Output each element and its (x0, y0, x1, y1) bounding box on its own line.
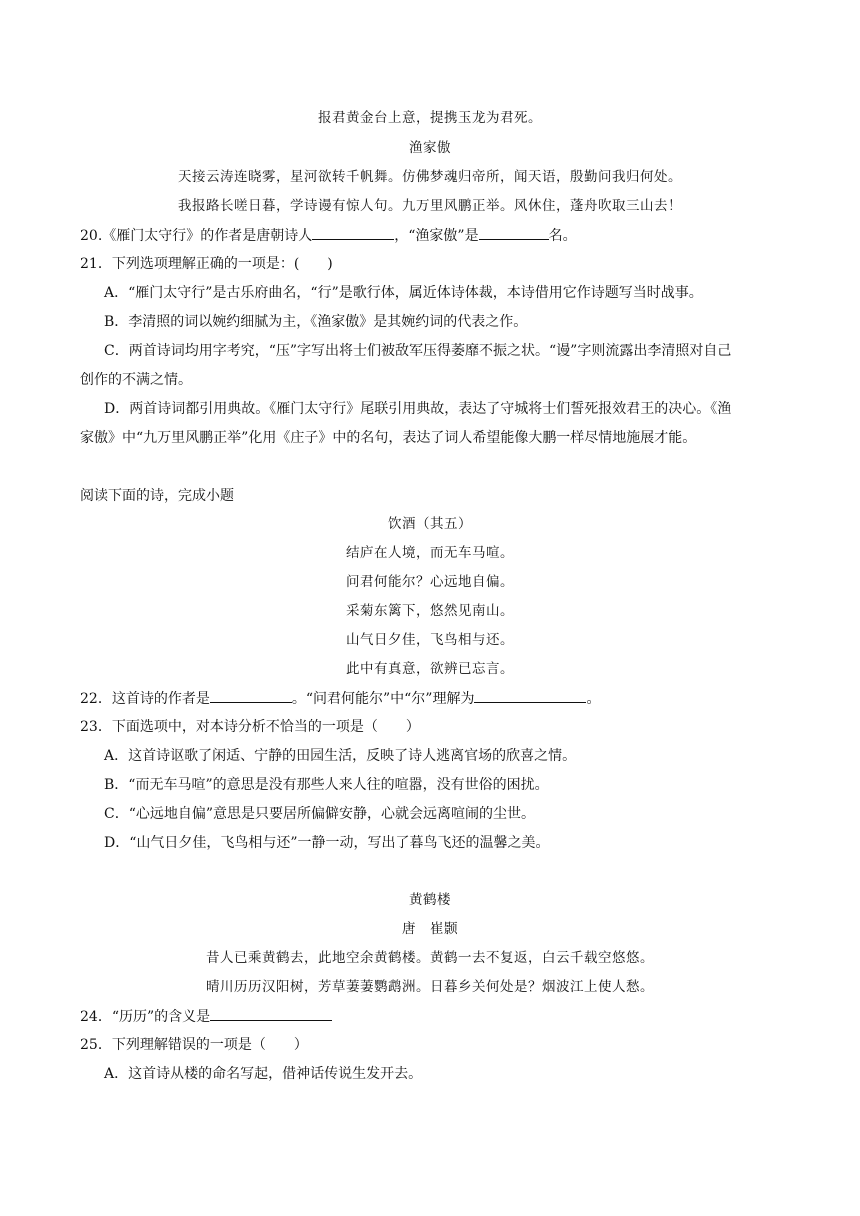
option-b: B．“而无车马喧”的意思是没有那些人来人往的喧嚣，没有世俗的困扰。 (104, 777, 549, 793)
answer-blank[interactable] (210, 1006, 332, 1021)
poem-title: 渔家傲 (409, 140, 451, 156)
option-c: C．“心远地自偏”意思是只要居所偏僻安静，心就会远离喧闹的尘世。 (104, 806, 536, 822)
option-a: A．这首诗从楼的命名写起，借神话传说生发开去。 (104, 1066, 423, 1082)
question-20 (80, 225, 577, 246)
poem-line: 晴川历历汉阳树，芳草萋萋鹦鹉洲。日暮乡关何处是？烟波江上使人愁。 (206, 979, 654, 995)
question-text: 20.《雁门太守行》的作者是唐朝诗人 (80, 228, 313, 244)
question-text: 22．这首诗的作者是 (80, 691, 210, 707)
option-a: A．这首诗讴歌了闲适、宁静的田园生活，反映了诗人逃离官场的欣喜之情。 (104, 748, 577, 764)
answer-blank[interactable] (474, 688, 586, 703)
question-25-stem: 25．下列理解错误的一项是（ ） (80, 1037, 308, 1053)
question-24 (80, 1006, 332, 1027)
option-d: D．“山气日夕佳，飞鸟相与还”一静一动，写出了暮鸟飞还的温馨之美。 (104, 835, 550, 851)
question-text: 。 (586, 691, 601, 707)
poem-line: 报君黄金台上意，提携玉龙为君死。 (318, 110, 542, 126)
answer-blank[interactable] (210, 688, 292, 703)
option-c-continued: 创作的不满之情。 (80, 372, 192, 388)
poem-title: 饮酒（其五） (388, 516, 472, 532)
poem-line: 问君何能尔？心远地自偏。 (346, 574, 514, 590)
poem-title: 黄鹤楼 (409, 892, 451, 908)
poem-line: 天接云涛连晓雾，星河欲转千帆舞。仿佛梦魂归帝所，闻天语，殷勤问我归何处。 (178, 169, 682, 185)
option-a: A．“雁门太守行”是古乐府曲名，“行”是歌行体，属近体诗体裁，本诗借用它作诗题写当时战事。 (104, 285, 703, 301)
question-21-stem: 21．下列选项理解正确的一项是：( ) (80, 256, 333, 272)
answer-blank[interactable] (479, 225, 549, 240)
question-text: ，“渔家傲”是 (394, 228, 479, 244)
question-text: 名。 (548, 228, 577, 244)
poem-line: 我报路长嗟日暮，学诗谩有惊人句。九万里风鹏正举。风休住，蓬舟吹取三山去！ (178, 198, 682, 214)
section-intro: 阅读下面的诗，完成小题 (80, 488, 234, 504)
option-b: B．李清照的词以婉约细腻为主，《渔家傲》是其婉约词的代表之作。 (104, 314, 528, 330)
poem-line: 昔人已乘黄鹤去，此地空余黄鹤楼。黄鹤一去不复返，白云千载空悠悠。 (206, 950, 654, 966)
option-d-continued: 家傲》中“九万里风鹏正举”化用《庄子》中的名句，表达了词人希望能像大鹏一样尽情地施展才能。 (80, 430, 697, 446)
poem-line: 山气日夕佳，飞鸟相与还。 (346, 632, 514, 648)
question-23-stem: 23．下面选项中，对本诗分析不恰当的一项是（ ） (80, 719, 420, 735)
option-d: D．两首诗词都引用典故。《雁门太守行》尾联引用典故，表达了守城将士们誓死报效君王的决心。《渔 (104, 401, 732, 417)
poem-line: 采菊东篱下，悠然见南山。 (346, 603, 514, 619)
question-text: 24．“历历”的含义是 (80, 1009, 211, 1025)
poem-author: 唐 崔颢 (402, 921, 458, 937)
option-c: C．两首诗词均用字考究，“压”字写出将士们被敌军压得萎靡不振之状。“谩”字则流露出李清照对自己 (104, 343, 732, 359)
question-22 (80, 688, 600, 709)
poem-line: 结庐在人境，而无车马喧。 (346, 545, 514, 561)
question-text: 。“问君何能尔”中“尔”理解为 (291, 691, 475, 707)
answer-blank[interactable] (312, 225, 394, 240)
poem-line: 此中有真意，欲辨已忘言。 (346, 661, 514, 677)
